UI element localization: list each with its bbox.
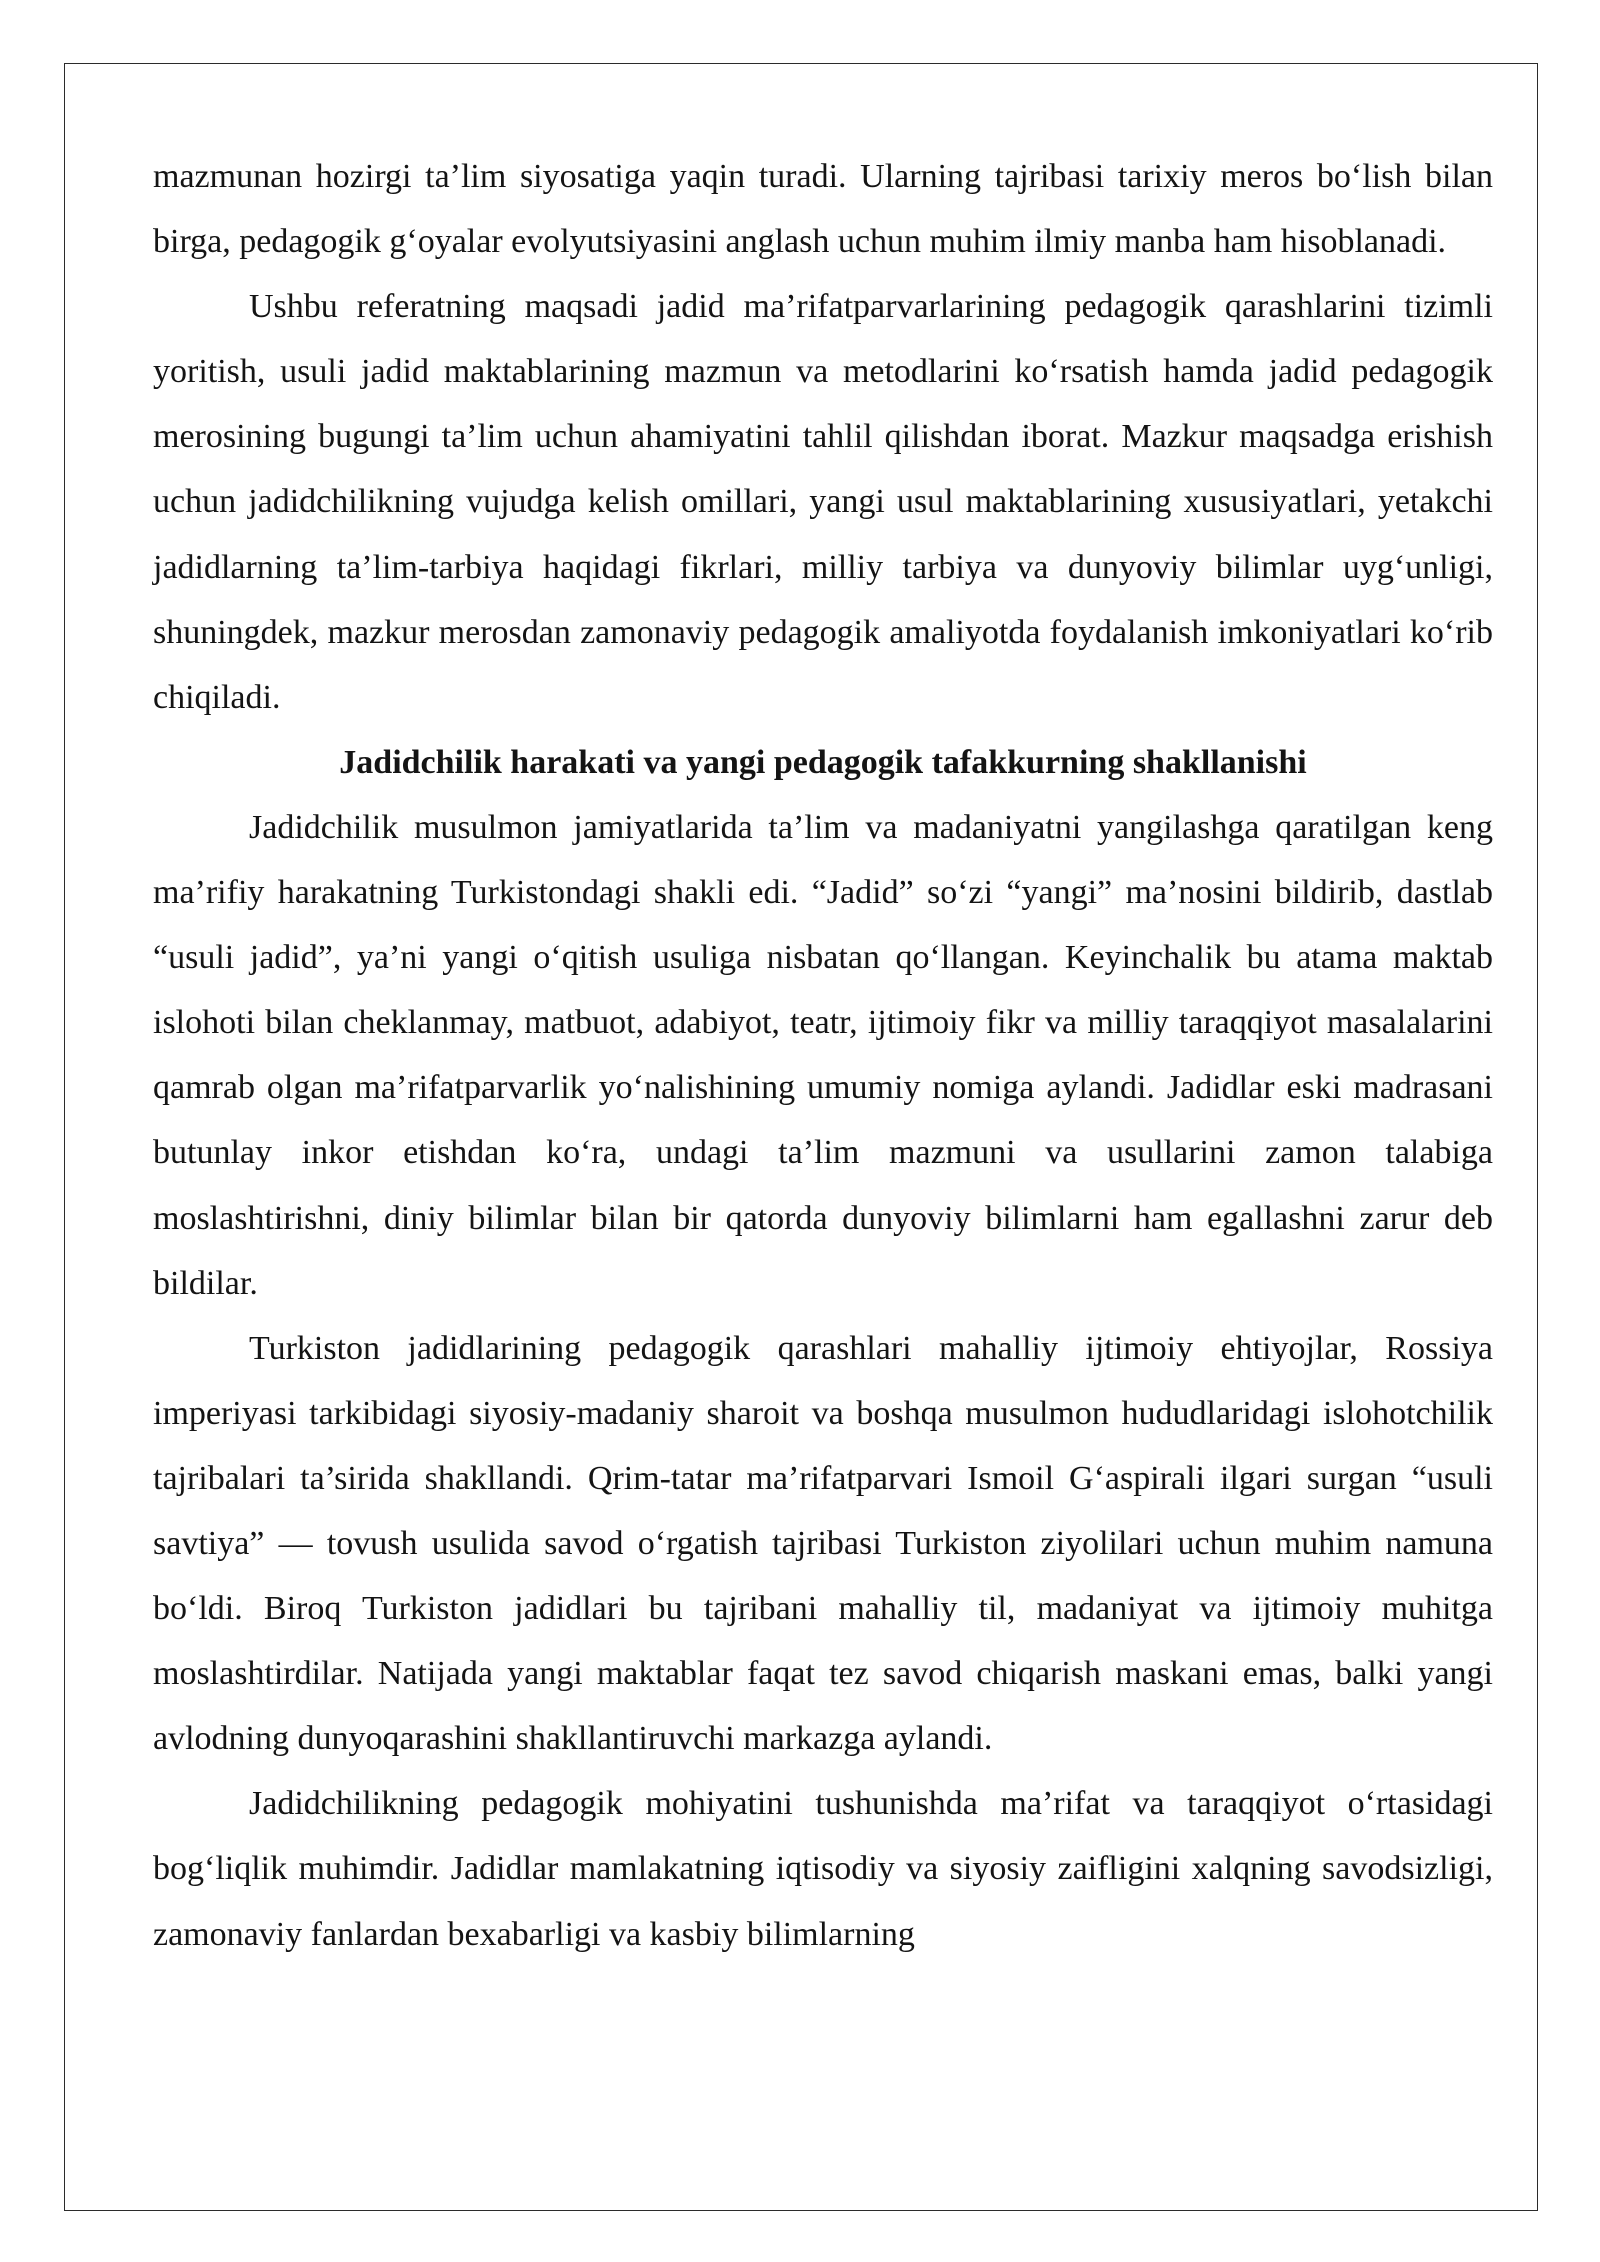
- paragraph-pedagogical-essence: Jadidchilikning pedagogik mohiyatini tushunishda ma’rifat va taraqqiyot o‘rtasidagi bog‘liqlik muhimdir. Jadidlar mamlakatning iqtisodiy va siyosiy zaifligini xalqning savodsizligi, zamonaviy fanlardan bexabarligi va kasbiy bilimlarning: [153, 1785, 1493, 1953]
- paragraph-purpose: Ushbu referatning maqsadi jadid ma’rifatparvarlarining pedagogik qarashlarini tizimli yoritish, usuli jadid maktablarining mazmun va metodlarini ko‘rsatish hamda jadid pedagogik merosining bugungi ta’lim uchun ahamiyatini tahlil qilishdan iborat. Mazkur maqsadga erishish uchun jadidchilikning vujudga kelish omillari, yangi usul maktablarining xususiyatlari, yetakchi jadidlarning ta’lim-tarbiya haqidagi fikrlari, milliy tarbiya va dunyoviy bilimlar uyg‘unligi, shuningdek, mazkur merosdan zamonaviy pedagogik amaliyotda foydalanish imkoniyatlari ko‘rib chiqiladi.: [153, 288, 1493, 716]
- document-body: [153, 144, 1493, 1967]
- paragraph-turkistan-jadids: Turkiston jadidlarining pedagogik qarashlari mahalliy ijtimoiy ehtiyojlar, Rossiya imperiyasi tarkibidagi siyosiy-madaniy sharoit va boshqa musulmon hududlaridagi islohotchilik tajribalari ta’sirida shakllandi. Qrim-tatar ma’rifatparvari Ismoil G‘aspirali ilgari surgan “usuli savtiya” — tovush usulida savod o‘rgatish tajribasi Turkiston ziyolilari uchun muhim namuna bo‘ldi. Biroq Turkiston jadidlari bu tajribani mahalliy til, madaniyat va ijtimoiy muhitga moslashtirdilar. Natijada yangi maktablar faqat tez savod chiqarish maskani emas, balki yangi avlodning dunyoqarashini shakllantiruvchi markazga aylandi.: [153, 1329, 1493, 1758]
- section-heading: Jadidchilik harakati va yangi pedagogik tafakkurning shakllanishi: [339, 743, 1307, 781]
- paragraph-jadidism-definition: Jadidchilik musulmon jamiyatlarida ta’lim va madaniyatni yangilashga qaratilgan keng ma’rifiy harakatning Turkistondagi shakli edi. “Jadid” so‘zi “yangi” ma’nosini bildirib, dastlab “usuli jadid”, ya’ni yangi o‘qitish usuliga nisbatan qo‘llangan. Keyinchalik bu atama maktab islohoti bilan cheklanmay, matbuot, adabiyot, teatr, ijtimoiy fikr va milliy taraqqiyot masalalarini qamrab olgan ma’rifatparvarlik yo‘nalishining umumiy nomiga aylandi. Jadidlar eski madrasani butunlay inkor etishdan ko‘ra, undagi ta’lim mazmuni va usullarini zamon talabiga moslashtirishni, diniy bilimlar bilan bir qatorda dunyoviy bilimlarni ham egallashni zarur deb bildilar.: [153, 808, 1493, 1302]
- paragraph-continuation: mazmunan hozirgi ta’lim siyosatiga yaqin turadi. Ularning tajribasi tarixiy meros bo‘lish bilan birga, pedagogik g‘oyalar evolyutsiyasini anglash uchun muhim ilmiy manba ham hisoblanadi.: [153, 158, 1493, 261]
